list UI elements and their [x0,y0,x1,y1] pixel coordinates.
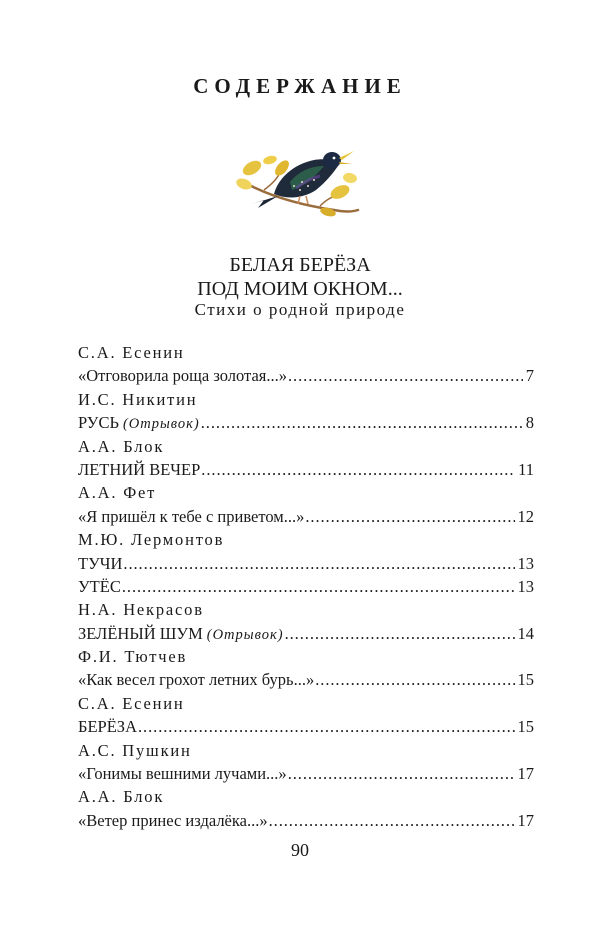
toc-entry-title: ЛЕТНИЙ ВЕЧЕР [78,459,201,479]
toc-entry-page: 12 [517,506,534,526]
section-title-line2: ПОД МОИМ ОКНОМ... [197,278,403,300]
toc-entry[interactable] [78,575,534,598]
toc-entry[interactable] [78,552,534,575]
toc-entry[interactable] [78,668,534,691]
toc-entry-page: 15 [517,717,534,737]
dot-leader [122,575,515,598]
toc-entry-title: ЗЕЛЁНЫЙ ШУМ [78,623,203,643]
toc-entry[interactable] [78,762,534,785]
toc-entry-title: БЕРЁЗА [78,717,137,737]
toc-entry-page: 11 [518,459,534,479]
toc-author: А.А. Блок [78,436,165,456]
toc-entry-title: «Как весел грохот летних бурь...» [78,670,315,690]
toc-author: И.С. Никитин [78,389,198,409]
toc-entry-page: 8 [525,413,534,433]
toc-author: М.Ю. Лермонтов [78,530,225,550]
toc-entry-title: РУСЬ [78,413,119,433]
toc-entry[interactable] [78,505,534,528]
dot-leader [288,762,515,785]
dot-leader [269,809,515,832]
toc-entry-page: 13 [517,576,534,596]
toc-entry-page: 14 [517,623,534,643]
toc-author: Ф.И. Тютчев [78,647,188,667]
toc-entry-page: 7 [525,366,534,386]
toc-entry[interactable] [78,458,534,481]
toc-author: А.С. Пушкин [78,740,192,760]
toc-entry-title: «Отговорила роща золотая...» [78,366,287,386]
toc-entry[interactable] [78,364,534,387]
dot-leader [201,458,515,481]
table-of-contents [78,341,534,832]
toc-entry-note: (Отрывок) [206,626,284,643]
toc-entry-note: (Отрывок) [122,416,200,433]
dot-leader [285,622,515,645]
toc-entry-title: «Ветер принес издалёка...» [78,810,268,830]
toc-entry-title: УТЁС [78,576,121,596]
starling-bird-icon [234,138,362,218]
toc-entry-title: «Гонимы вешними лучами...» [78,764,287,784]
section-subtitle: Стихи о родной природе [194,300,406,319]
toc-entry-page: 17 [517,764,534,784]
toc-entry[interactable] [78,622,534,645]
dot-leader [201,411,523,434]
toc-entry-page: 13 [517,553,534,573]
dot-leader [305,505,514,528]
page-number: 90 [291,840,309,860]
toc-author: А.А. Фет [78,483,157,503]
toc-entry[interactable] [78,715,534,738]
toc-author: Н.А. Некрасов [78,600,204,620]
toc-entry[interactable] [78,809,534,832]
dot-leader [138,715,515,738]
toc-entry-title: ТУЧИ [78,553,123,573]
contents-heading: СОДЕРЖАНИЕ [193,74,407,98]
toc-entry[interactable] [78,411,534,434]
toc-author: А.А. Блок [78,787,165,807]
toc-entry-title: «Я пришёл к тебе с приветом...» [78,506,305,526]
section-title-line1: БЕЛАЯ БЕРЁЗА [229,254,371,276]
dot-leader [123,552,514,575]
toc-author: С.А. Есенин [78,693,185,713]
toc-entry-page: 17 [517,810,534,830]
dot-leader [288,364,523,387]
toc-author: С.А. Есенин [78,343,185,362]
dot-leader [315,668,514,691]
toc-entry-page: 15 [517,670,534,690]
